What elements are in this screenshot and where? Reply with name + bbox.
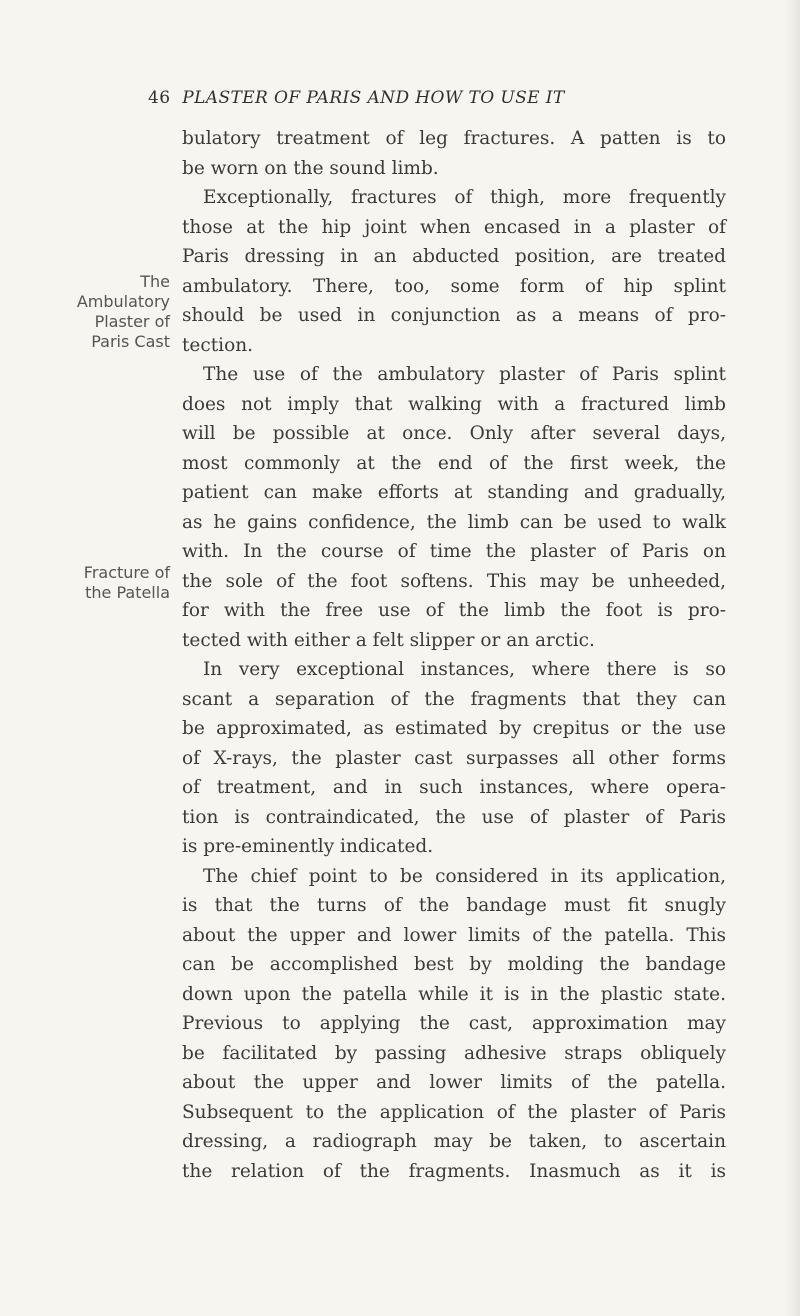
sidenote-line: Ambulatory xyxy=(76,292,170,311)
text-line: for with the free use of the limb the foot is pro- xyxy=(182,600,726,621)
text-line: tion is contraindicated, the use of plaster of Paris xyxy=(182,806,726,828)
text-line: Exceptionally, fractures of thigh, more frequently xyxy=(203,187,726,208)
sidenote-line: the Patella xyxy=(85,583,170,602)
text-line: The use of the ambulatory plaster of Paris splint xyxy=(203,364,726,385)
text-line: tection. xyxy=(182,334,254,356)
text-line: In very exceptional instances, where there is so xyxy=(203,659,726,680)
text-line: as he gains confidence, the limb can be used to walk xyxy=(182,511,726,533)
sidenote-line: Plaster of xyxy=(94,312,170,331)
sidenote-line: Paris Cast xyxy=(91,332,170,351)
text-line: patient can make efforts at standing and gradually, xyxy=(182,482,726,503)
sidenote-ambulatory-cast xyxy=(18,272,170,352)
body-text xyxy=(182,124,726,1186)
text-line: dressing, a radiograph may be taken, to ascertain xyxy=(182,1131,726,1152)
text-line: down upon the patella while it is in the plastic state. xyxy=(182,983,726,1005)
text-line: is that the turns of the bandage must fit snugly xyxy=(182,895,726,916)
text-line: Previous to applying the cast, approximation may xyxy=(182,1013,726,1034)
page-number: 46 xyxy=(148,88,171,108)
sidenote-line: Fracture of xyxy=(83,563,170,582)
text-line: most commonly at the end of the first week, the xyxy=(182,452,726,474)
running-title: PLASTER OF PARIS AND HOW TO USE IT xyxy=(182,88,565,108)
text-line: be approximated, as estimated by crepitus or the use xyxy=(182,718,726,739)
text-line: be worn on the sound limb. xyxy=(182,157,439,179)
text-line: the relation of the fragments. Inasmuch as it is xyxy=(182,1160,726,1182)
text-line: bulatory treatment of leg fractures. A patten is to xyxy=(182,128,726,149)
sidenote-line: The xyxy=(140,272,170,291)
text-line: those at the hip joint when encased in a plaster of xyxy=(182,216,726,238)
text-line: is pre-eminently indicated. xyxy=(182,836,434,857)
sidenote-fracture-patella xyxy=(18,563,170,603)
page-edge-shadow xyxy=(786,0,800,1316)
text-line: ambulatory. There, too, some form of hip splint xyxy=(182,275,726,297)
text-line: be facilitated by passing adhesive straps obliquely xyxy=(182,1042,726,1064)
text-line: does not imply that walking with a fractured limb xyxy=(182,393,726,415)
text-line: The chief point to be considered in its application, xyxy=(203,865,726,887)
text-line: the sole of the foot softens. This may be unheeded, xyxy=(182,570,726,592)
text-line: of X-rays, the plaster cast surpasses all other forms xyxy=(182,747,726,769)
text-line: scant a separation of the fragments that they can xyxy=(182,688,726,710)
text-line: of treatment, and in such instances, where opera- xyxy=(182,777,726,798)
text-line: tected with either a felt slipper or an arctic. xyxy=(182,629,595,651)
text-line: with. In the course of time the plaster of Paris on xyxy=(182,541,726,562)
text-line: about the upper and lower limits of the patella. This xyxy=(182,924,726,946)
text-line: should be used in conjunction as a means of pro- xyxy=(182,305,726,326)
text-line: Paris dressing in an abducted position, are treated xyxy=(182,246,726,267)
text-line: will be possible at once. Only after several days, xyxy=(182,423,726,444)
running-head xyxy=(148,88,708,108)
text-line: about the upper and lower limits of the patella. xyxy=(182,1072,726,1093)
text-line: can be accomplished best by molding the bandage xyxy=(182,954,726,975)
text-line: Subsequent to the application of the plaster of Paris xyxy=(182,1101,726,1123)
